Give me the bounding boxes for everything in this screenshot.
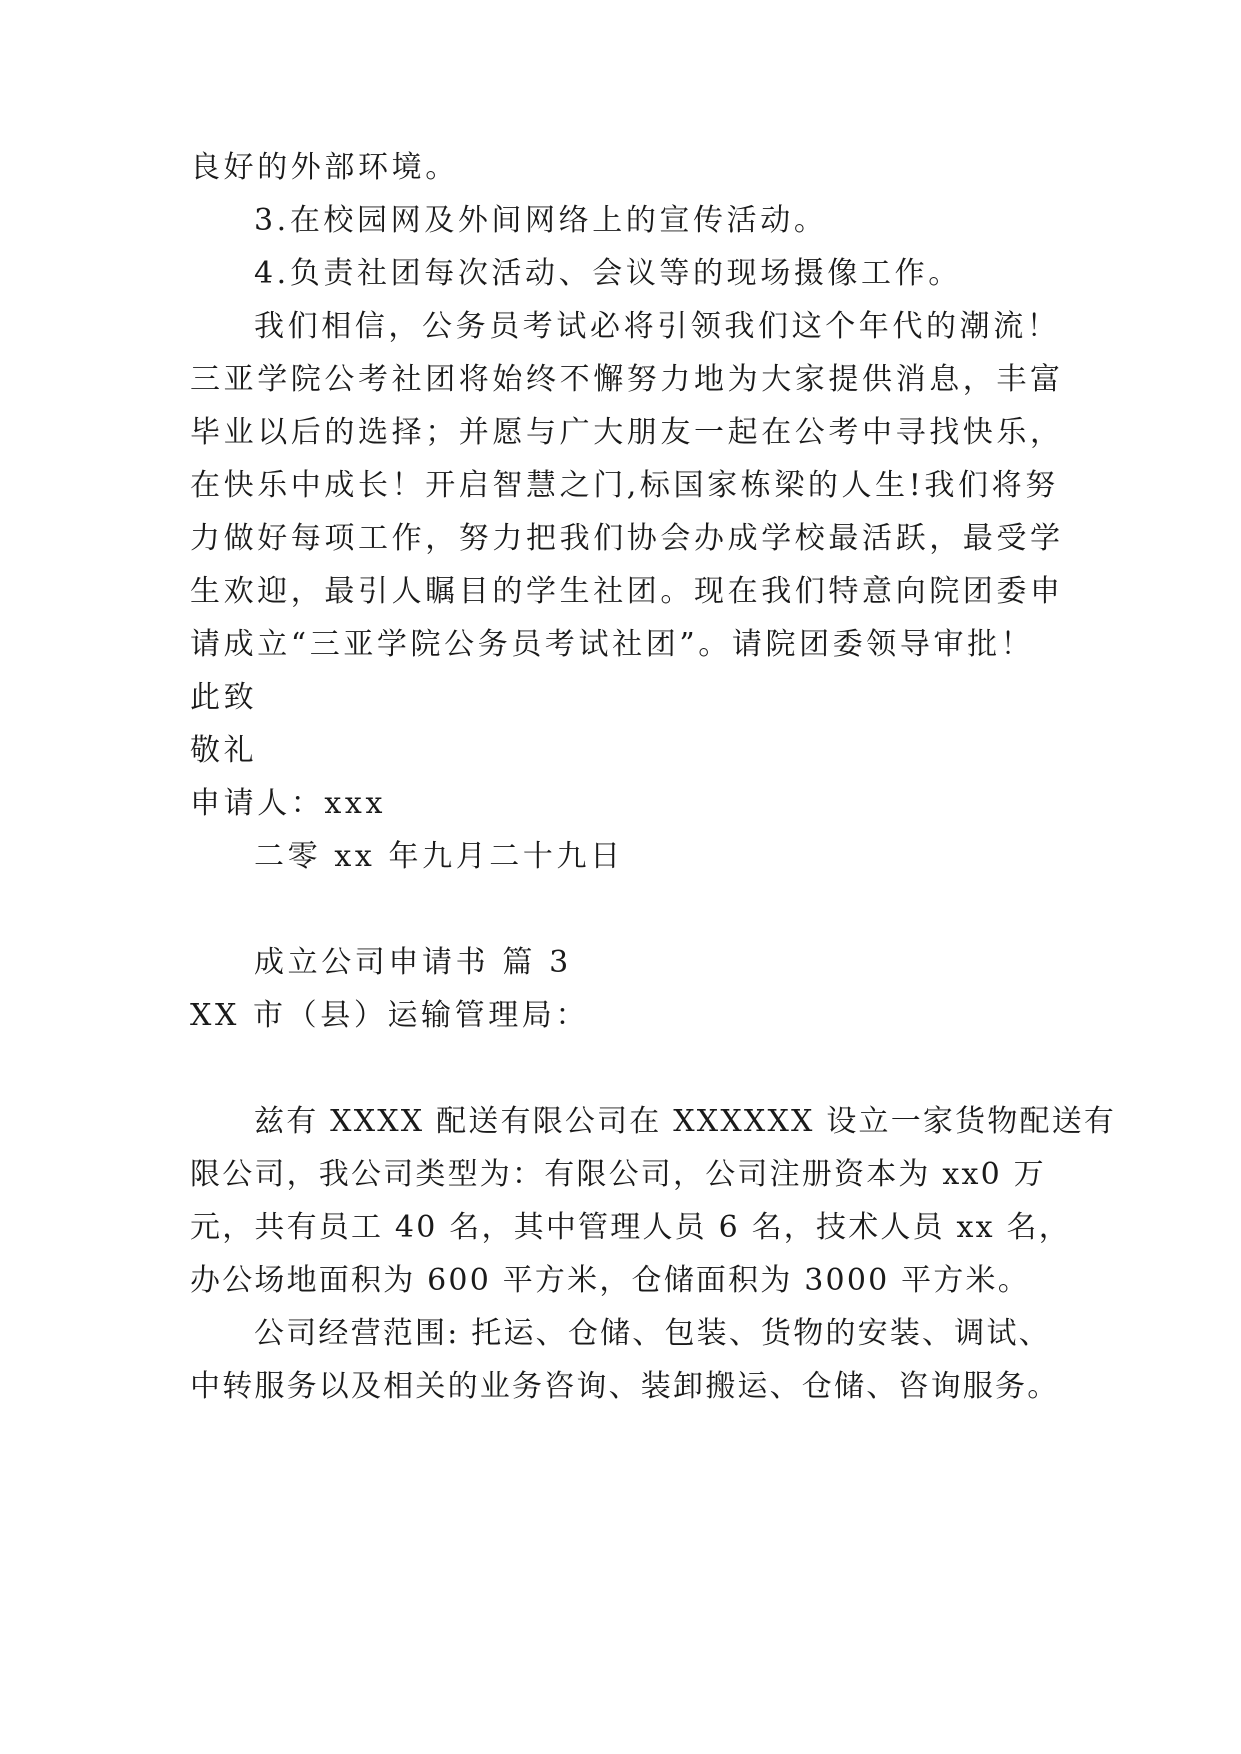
body-line: 在快乐中成长！开启智慧之门,标国家栋梁的人生!我们将努	[190, 468, 1059, 503]
body-line: 元，共有员工 40 名，其中管理人员 6 名，技术人员 xx 名，	[190, 1210, 1071, 1245]
paragraph-first-line: 兹有 XXXX 配送有限公司在 XXXXXX 设立一家货物配送有	[254, 1104, 1117, 1139]
salutation-line: 此致	[190, 680, 258, 715]
body-line: 三亚学院公考社团将始终不懈努力地为大家提供消息，丰富	[190, 362, 1064, 397]
body-line: 办公场地面积为 600 平方米，仓储面积为 3000 平方米。	[190, 1263, 1030, 1298]
body-line: 限公司，我公司类型为：有限公司，公司注册资本为 xx0 万	[190, 1157, 1046, 1192]
salutation-line: 敬礼	[190, 733, 258, 768]
section-title: 成立公司申请书 篇 3	[254, 945, 572, 980]
body-line: 毕业以后的选择；并愿与广大朋友一起在公考中寻找快乐，	[190, 415, 1064, 450]
list-item: 4.负责社团每次活动、会议等的现场摄像工作。	[254, 256, 962, 291]
body-line: 良好的外部环境。	[190, 150, 459, 185]
date-line: 二零 xx 年九月二十九日	[254, 839, 624, 874]
paragraph-first-line: 我们相信，公务员考试必将引领我们这个年代的潮流！	[254, 309, 1061, 344]
body-line: 生欢迎，最引人瞩目的学生社团。现在我们特意向院团委申	[190, 574, 1064, 609]
paragraph-first-line: 公司经营范围: 托运、仓储、包装、货物的安装、调试、	[254, 1316, 1051, 1351]
addressee-line: XX 市（县）运输管理局：	[190, 998, 590, 1033]
applicant-line: 申请人：xxx	[190, 786, 386, 821]
body-line: 请成立“三亚学院公务员考试社团”。请院团委领导审批！	[190, 627, 1035, 662]
body-line: 中转服务以及相关的业务咨询、装卸搬运、仓储、咨询服务。	[190, 1369, 1060, 1404]
list-item: 3.在校园网及外间网络上的宣传活动。	[254, 203, 828, 238]
body-line: 力做好每项工作，努力把我们协会办成学校最活跃，最受学	[190, 521, 1064, 556]
